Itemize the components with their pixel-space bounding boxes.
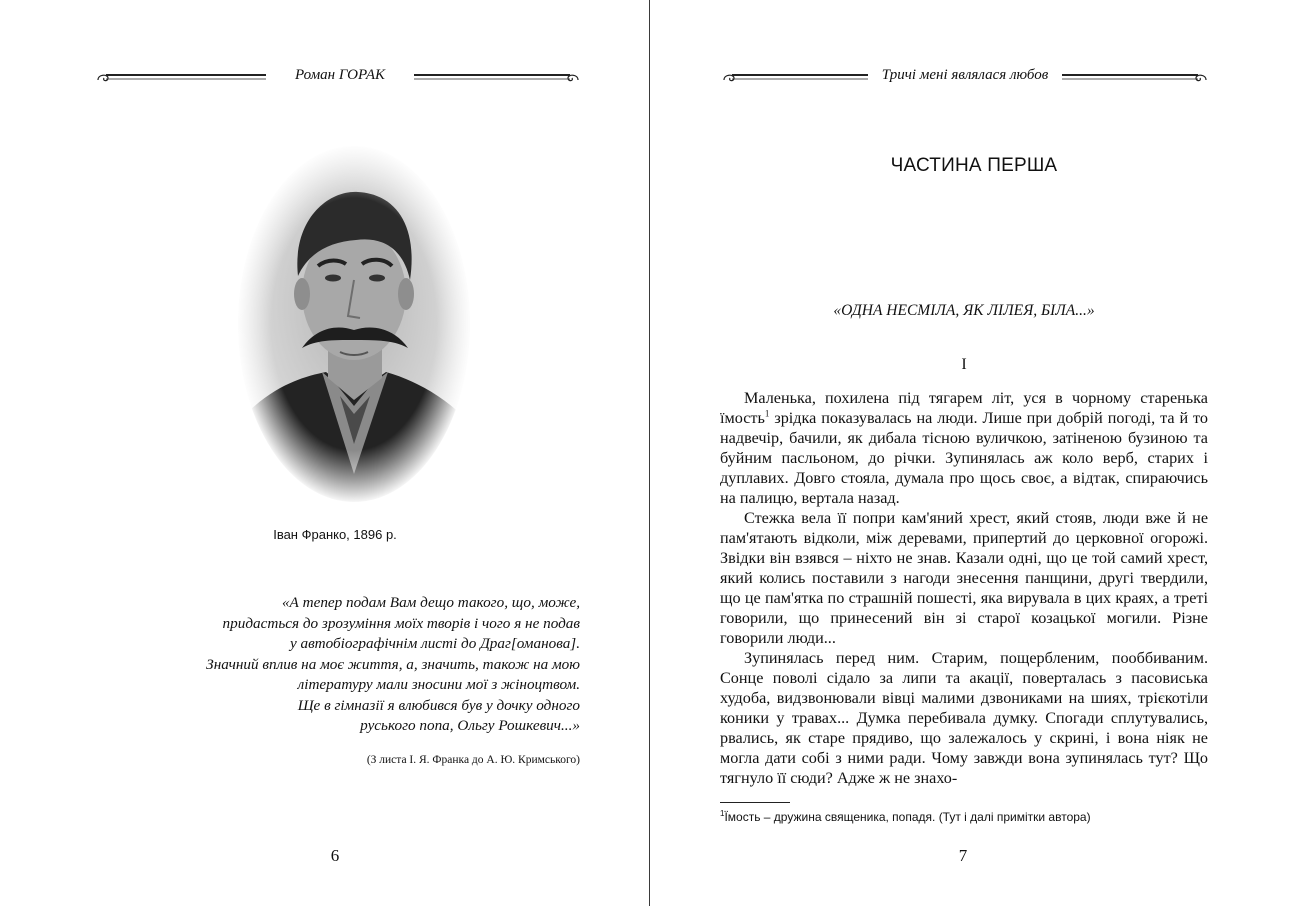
- paragraph: Стежка вела її попри кам'яний хрест, який стояв, люди вже й не пам'ятають відколи, між деревами, припертий до церковної огорожі. Звідки він взявся – ніхто не знав. Казали одні, що це той самий хрест, який колись поставили з нагоди знесення панщини, другі твердили, що це пам'ятка по страшній пошесті, яка вирувала в цих краях, а треті говорили, що принесений він зі старої козацької могили. Різне говорили люди...: [720, 509, 1208, 647]
- footnote-marker: 1: [764, 408, 770, 419]
- paragraph-text: зрідка показувалась на люди. Лише при добрій погоді, та й то надвечір, бачили, як дибала тісною вуличкою, затіненою бузиною та буйним пасльоном, до річки. Зупинялась аж коло верб, старих і дуплавих. Довго стояла, думала про щось своє, а відтак, спираючись на палицю, вертала назад.: [720, 409, 1208, 507]
- running-header-author: Роман ГОРАК: [295, 67, 385, 83]
- epigraph-line: Значний вплив на моє життя, а, значить, також на мою: [206, 655, 580, 673]
- portrait-caption: Іван Франко, 1896 р.: [273, 527, 397, 542]
- epigraph-line: Ще в гімназії я влюбився був у дочку одного: [297, 696, 580, 714]
- footnote-rule: [720, 802, 790, 803]
- part-title: ЧАСТИНА ПЕРША: [890, 155, 1058, 176]
- footnote: [720, 809, 1240, 824]
- left-page: [0, 0, 648, 906]
- epigraph-line: у автобіографічнім листі до Драг[оманова].: [289, 635, 580, 652]
- page-number-left: 6: [330, 846, 340, 865]
- epigraph-line: руського попа, Ольгу Рошкевич...»: [360, 717, 580, 734]
- page-number-right: 7: [958, 846, 968, 865]
- epigraph: [110, 593, 580, 737]
- paragraph: Зупинялась перед ним. Старим, пощербленим, пооббиваним. Сонце поволі сідало за липи та акації, поверталась з пасовиська худоба, видзвонювали вівці малими дзвониками на шиях, трієкотіли коники у травах... Думка перебивала думку. Спогади сплутувались, рвались, як старе прядиво, що залежалось у скрині, і вона ніяк не могла дати собі з ними ради. Чому завжди вона зупинялась тут? Що тягнуло її сюди? Адже ж не знахо-: [720, 649, 1208, 787]
- body-text: [720, 388, 1208, 788]
- footnote-mark: 1: [720, 809, 725, 818]
- footnote-text: Їмость – дружина священика, попадя. (Тут і далі примітки автора): [724, 810, 1091, 824]
- paragraph: [720, 388, 1208, 508]
- chapter-title: «ОДНА НЕСМІЛА, ЯК ЛІЛЕЯ, БІЛА...»: [833, 302, 1095, 319]
- right-page: [650, 0, 1298, 906]
- epigraph-line: літературу мали зносини мої з жіноцтвом.: [297, 676, 580, 693]
- epigraph-line: придасться до зрозуміння моїх творів і чого я не подав: [222, 614, 580, 632]
- running-header-book-title: Тричі мені являлася любов: [881, 67, 1049, 83]
- paragraph-text: Маленька, похилена під тягарем літ, уся в чорному старенька їмость: [720, 389, 1208, 427]
- epigraph-source: (З листа І. Я. Франка до А. Ю. Кримського): [366, 754, 580, 766]
- running-header-left: [96, 66, 580, 88]
- epigraph-line: «А тепер подам Вам дещо такого, що, може,: [281, 594, 580, 611]
- section-number: І: [961, 356, 967, 373]
- portrait-photo: [236, 144, 472, 504]
- running-header-right: [722, 66, 1208, 88]
